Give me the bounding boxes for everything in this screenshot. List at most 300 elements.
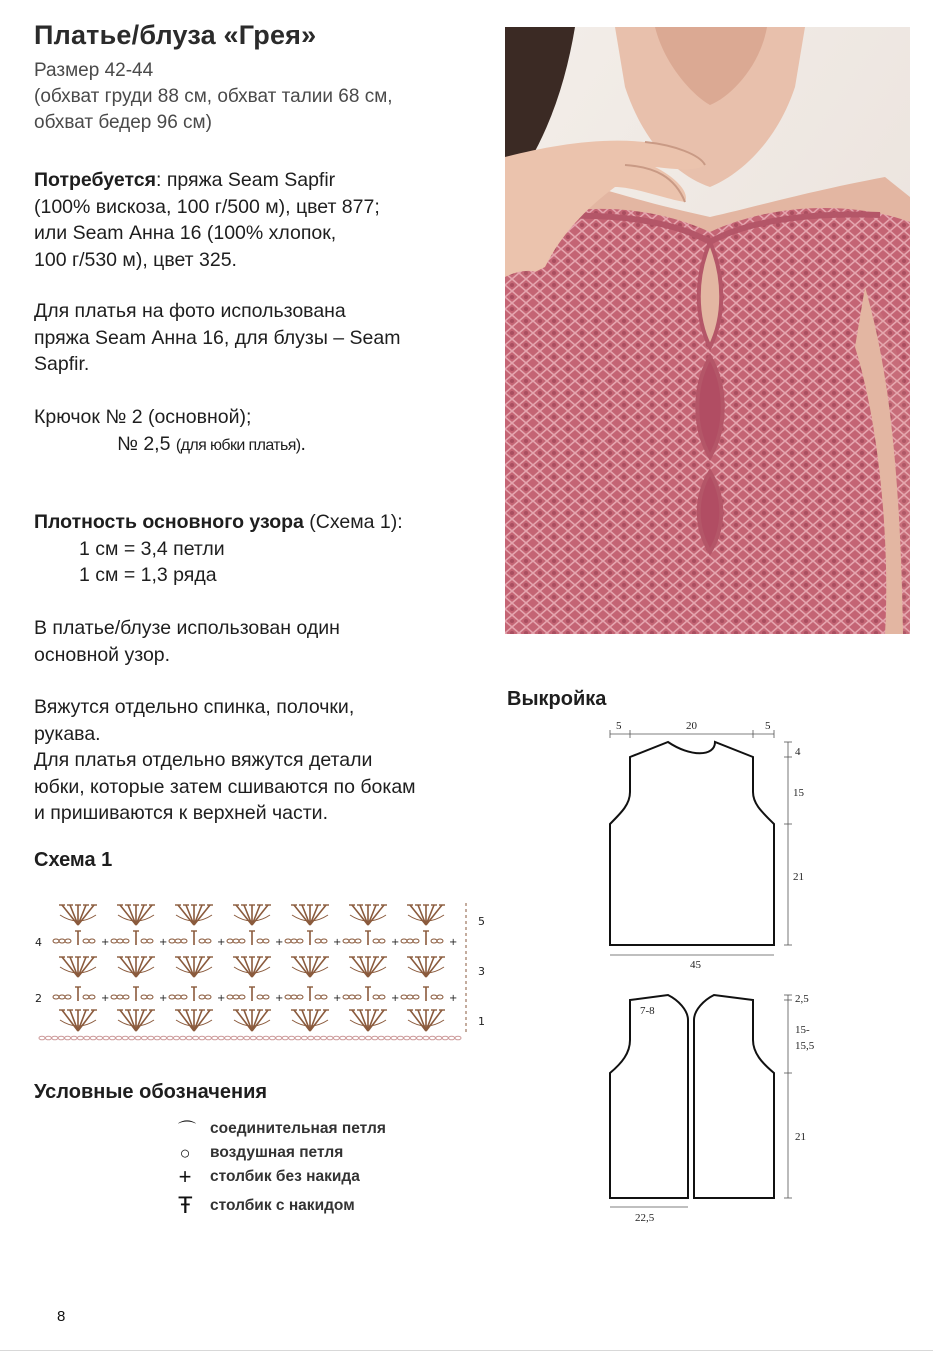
chain-stitch <box>239 939 245 943</box>
foundation-chain <box>193 1036 199 1040</box>
chain-stitch <box>373 995 379 999</box>
foundation-chain <box>71 1036 77 1040</box>
assembly-line-4: юбки, которые затем сшиваются по бокам <box>34 775 416 798</box>
chain-stitch <box>111 995 117 999</box>
double-crochet-stitch <box>78 1010 86 1031</box>
double-crochet-stitch <box>178 1010 194 1031</box>
foundation-chain <box>122 1036 128 1040</box>
double-crochet-stitch <box>418 1010 426 1031</box>
single-crochet-mark: + <box>159 993 168 1004</box>
back-pattern-diagram <box>590 712 830 972</box>
double-crochet-stitch <box>136 957 152 977</box>
double-crochet-stitch <box>294 905 310 925</box>
foundation-chain <box>417 1036 423 1040</box>
chain-stitch <box>355 939 361 943</box>
double-crochet-stitch <box>410 905 426 925</box>
double-crochet-stitch <box>128 905 136 925</box>
foundation-chain <box>148 1036 154 1040</box>
double-crochet-stitch <box>294 957 310 977</box>
pattern-note <box>34 615 340 668</box>
chain-stitch <box>315 995 321 999</box>
foundation-chain <box>282 1036 288 1040</box>
double-crochet-stitch <box>426 957 434 977</box>
materials-line-1: : пряжа Seam Sapfir <box>155 169 336 191</box>
legend-label-single-crochet: столбик без накида <box>210 1168 360 1185</box>
chain-stitch <box>233 995 239 999</box>
single-crochet-icon: + <box>178 1164 192 1189</box>
chain-stitch <box>437 995 443 999</box>
foundation-chain <box>308 1036 314 1040</box>
chain-stitch <box>431 995 437 999</box>
double-crochet-stitch <box>194 905 202 925</box>
foundation-chain <box>77 1036 83 1040</box>
double-crochet-stitch <box>244 957 252 977</box>
hook-skirt-note: (для юбки платья) <box>175 436 301 454</box>
foundation-chain <box>244 1036 250 1040</box>
foundation-chain <box>327 1036 333 1040</box>
chain-stitch <box>205 939 211 943</box>
density-line-2: 1 см = 1,3 ряда <box>79 564 217 586</box>
foundation-chain <box>154 1036 160 1040</box>
single-crochet-mark: + <box>391 993 400 1004</box>
garment-photo <box>505 27 910 634</box>
foundation-chain <box>257 1036 263 1040</box>
materials-line-3: или Seam Анна 16 (100% хлопок, <box>34 222 337 244</box>
pattern-diagram-title: Выкройка <box>507 688 607 710</box>
single-crochet-mark: + <box>449 993 458 1004</box>
pattern-note-line-2: основной узор. <box>34 643 171 666</box>
chain-stitch <box>413 995 419 999</box>
double-crochet-stitch <box>136 957 144 977</box>
back-dim-right-mid: 15 <box>793 787 804 799</box>
front-pattern-diagram <box>590 985 830 1230</box>
foundation-chain <box>385 1036 391 1040</box>
foundation-chain <box>186 1036 192 1040</box>
double-crochet-stitch <box>194 905 210 925</box>
double-crochet-stitch <box>368 957 384 977</box>
double-crochet-stitch <box>426 1010 442 1031</box>
foundation-chain <box>429 1036 435 1040</box>
double-crochet-stitch <box>178 957 194 977</box>
chain-stitch <box>147 995 153 999</box>
double-crochet-stitch <box>368 1010 376 1031</box>
front-dim-right-top: 2,5 <box>795 993 809 1005</box>
hook-size-2: № 2,5 <box>117 432 176 455</box>
density-suffix: (Схема 1): <box>303 511 403 533</box>
foundation-chain <box>269 1036 275 1040</box>
back-dim-bottom: 45 <box>690 959 701 971</box>
density-line-1: 1 см = 3,4 петли <box>79 537 225 560</box>
foundation-chain <box>52 1036 58 1040</box>
measure-line-2: обхват бедер 96 см) <box>34 112 212 133</box>
front-dim-neck: 7-8 <box>640 1005 655 1017</box>
foundation-chain <box>109 1036 115 1040</box>
chain-stitch <box>53 995 59 999</box>
chain-stitch <box>413 939 419 943</box>
chain-stitch <box>65 939 71 943</box>
foundation-chain <box>263 1036 269 1040</box>
chain-stitch <box>343 995 349 999</box>
chain-stitch <box>147 939 153 943</box>
chain-stitch <box>349 939 355 943</box>
row-label-1: 1 <box>478 1015 485 1028</box>
chain-stitch <box>233 939 239 943</box>
foundation-chain <box>225 1036 231 1040</box>
foundation-chain <box>301 1036 307 1040</box>
back-dim-top-right: 5 <box>765 720 771 732</box>
chain-stitch <box>321 995 327 999</box>
chain-stitch <box>227 939 233 943</box>
chain-stitch <box>291 995 297 999</box>
double-crochet-stitch <box>426 905 434 925</box>
scheme-title: Схема 1 <box>34 849 113 871</box>
foundation-chain <box>449 1036 455 1040</box>
legend-label-slip-stitch: соединительная петля <box>210 1120 386 1137</box>
single-crochet-mark: + <box>449 937 458 948</box>
back-piece-outline <box>610 742 774 945</box>
foundation-chain <box>212 1036 218 1040</box>
hook-block <box>34 404 306 459</box>
chain-stitch <box>407 939 413 943</box>
foundation-chain <box>365 1036 371 1040</box>
foundation-chain <box>410 1036 416 1040</box>
single-crochet-mark: + <box>217 993 226 1004</box>
foundation-chain <box>45 1036 51 1040</box>
legend-title: Условные обозначения <box>34 1081 268 1103</box>
double-crochet-stitch <box>244 905 252 925</box>
materials-line-2: (100% вискоза, 100 г/500 м), цвет 877; <box>34 195 380 218</box>
double-crochet-stitch <box>78 905 86 925</box>
chain-stitch <box>349 995 355 999</box>
back-dim-top-mid: 20 <box>686 720 697 732</box>
chain-stitch <box>257 939 263 943</box>
double-crochet-stitch <box>252 905 260 925</box>
legend-list <box>178 1117 386 1223</box>
chain-stitch <box>175 995 181 999</box>
double-crochet-stitch <box>418 957 426 977</box>
row-label-4: 4 <box>35 936 42 949</box>
density-block <box>34 509 403 589</box>
assembly-line-2: рукава. <box>34 722 101 745</box>
foundation-chain <box>372 1036 378 1040</box>
chain-stitch <box>263 995 269 999</box>
chain-stitch <box>123 995 129 999</box>
hook-line-end: . <box>300 432 306 455</box>
photo-note-line-3: Sapfir. <box>34 353 90 375</box>
legend-item-double-crochet <box>178 1189 386 1223</box>
double-crochet-stitch <box>360 957 368 977</box>
double-crochet-stitch <box>236 1010 252 1031</box>
photo-note <box>34 298 400 378</box>
row-label-5: 5 <box>478 915 485 928</box>
chain-stitch <box>239 995 245 999</box>
hook-line-1: Крючок № 2 (основной); <box>34 406 252 428</box>
page-title: Платье/блуза «Грея» <box>34 20 317 50</box>
foundation-chain <box>231 1036 237 1040</box>
double-crochet-stitch <box>194 957 210 977</box>
assembly-line-5: и пришиваются к верхней части. <box>34 802 328 824</box>
double-crochet-stitch <box>128 1010 136 1031</box>
foundation-chain <box>199 1036 205 1040</box>
double-crochet-stitch <box>194 1010 202 1031</box>
double-crochet-stitch <box>62 957 78 977</box>
chain-stitch <box>297 939 303 943</box>
foundation-chain <box>455 1036 461 1040</box>
double-crochet-stitch <box>244 1010 252 1031</box>
double-crochet-stitch <box>426 905 442 925</box>
foundation-chain <box>116 1036 122 1040</box>
foundation-chain <box>397 1036 403 1040</box>
slip-stitch-icon: ⌒ <box>178 1120 196 1140</box>
double-crochet-stitch <box>70 905 78 925</box>
foundation-chain <box>141 1036 147 1040</box>
double-crochet-stitch <box>368 1010 384 1031</box>
front-dim-right-mid-1: 15- <box>795 1024 810 1036</box>
chain-stitch <box>379 939 385 943</box>
chain-stitch <box>141 939 147 943</box>
row-label-3: 3 <box>478 965 485 978</box>
chain-stitch <box>175 939 181 943</box>
foundation-chain <box>205 1036 211 1040</box>
chain-stitch <box>297 995 303 999</box>
double-crochet-stitch <box>186 1010 194 1031</box>
double-crochet-stitch <box>78 957 94 977</box>
double-crochet-stitch <box>368 905 384 925</box>
foundation-chain <box>161 1036 167 1040</box>
double-crochet-stitch <box>120 957 136 977</box>
double-crochet-stitch <box>252 1010 260 1031</box>
double-crochet-stitch <box>252 905 268 925</box>
materials-label: Потребуется <box>34 169 156 191</box>
double-crochet-stitch <box>252 957 260 977</box>
chain-stitch <box>117 939 123 943</box>
double-crochet-stitch <box>128 957 136 977</box>
double-crochet-stitch <box>252 957 268 977</box>
foundation-chain <box>321 1036 327 1040</box>
double-crochet-stitch <box>418 905 426 925</box>
double-crochet-stitch <box>236 905 252 925</box>
double-crochet-stitch <box>310 905 326 925</box>
double-crochet-stitch <box>310 957 326 977</box>
front-dim-right-mid-2: 15,5 <box>795 1040 815 1052</box>
double-crochet-stitch <box>78 957 86 977</box>
photo-note-line-1: Для платья на фото использована <box>34 300 346 322</box>
row-label-2: 2 <box>35 992 42 1005</box>
legend-label-double-crochet: столбик с накидом <box>210 1197 355 1214</box>
photo-note-line-2: пряжа Seam Анна 16, для блузы – Seam <box>34 326 401 349</box>
double-crochet-stitch <box>302 905 310 925</box>
foundation-chain <box>353 1036 359 1040</box>
chain-stitch <box>227 995 233 999</box>
chain-stitch <box>437 939 443 943</box>
double-crochet-stitch <box>360 905 368 925</box>
front-dim-right-bottom: 21 <box>795 1131 806 1143</box>
foundation-chain <box>90 1036 96 1040</box>
double-crochet-stitch <box>136 1010 152 1031</box>
double-crochet-stitch <box>368 957 376 977</box>
foundation-chain <box>404 1036 410 1040</box>
single-crochet-mark: + <box>275 993 284 1004</box>
foundation-chain <box>333 1036 339 1040</box>
double-crochet-icon: Ŧ <box>178 1192 193 1219</box>
chain-stitch <box>65 995 71 999</box>
double-crochet-stitch <box>426 1010 434 1031</box>
double-crochet-stitch <box>352 957 368 977</box>
size-line: Размер 42-44 <box>34 60 154 81</box>
foundation-chain <box>442 1036 448 1040</box>
foundation-chain <box>65 1036 71 1040</box>
chain-stitch <box>321 939 327 943</box>
foundation-chain <box>237 1036 243 1040</box>
legend-label-chain: воздушная петля <box>210 1144 344 1161</box>
single-crochet-mark: + <box>391 937 400 948</box>
foundation-chain <box>135 1036 141 1040</box>
bottom-divider <box>0 1350 933 1351</box>
chain-stitch <box>117 995 123 999</box>
legend-item-single-crochet <box>178 1165 386 1189</box>
density-label: Плотность основного узора <box>34 511 304 533</box>
back-dim-top-left: 5 <box>616 720 622 732</box>
double-crochet-stitch <box>310 905 318 925</box>
foundation-chain <box>423 1036 429 1040</box>
foundation-chain <box>250 1036 256 1040</box>
front-dim-bottom: 22,5 <box>635 1212 655 1224</box>
double-crochet-stitch <box>410 1010 426 1031</box>
double-crochet-stitch <box>136 1010 144 1031</box>
size-info <box>34 58 393 136</box>
foundation-chain <box>180 1036 186 1040</box>
double-crochet-stitch <box>62 905 78 925</box>
chain-stitch <box>431 939 437 943</box>
hook-line-2 <box>34 431 306 460</box>
double-crochet-stitch <box>310 1010 326 1031</box>
chain-stitch <box>169 939 175 943</box>
foundation-chain <box>129 1036 135 1040</box>
foundation-chain <box>103 1036 109 1040</box>
chain-stitch <box>263 939 269 943</box>
chain-stitch <box>199 939 205 943</box>
double-crochet-stitch <box>136 905 144 925</box>
chain-stitch <box>141 995 147 999</box>
foundation-chain <box>97 1036 103 1040</box>
single-crochet-mark: + <box>101 993 110 1004</box>
chain-stitch <box>53 939 59 943</box>
scheme-stitches <box>39 903 466 1040</box>
chain-stitch <box>205 995 211 999</box>
foundation-chain <box>346 1036 352 1040</box>
double-crochet-stitch <box>426 957 442 977</box>
chain-stitch <box>401 995 407 999</box>
legend-item-chain <box>178 1141 386 1165</box>
double-crochet-stitch <box>62 1010 78 1031</box>
double-crochet-stitch <box>78 905 94 925</box>
assembly-line-3: Для платья отдельно вяжутся детали <box>34 749 373 771</box>
chain-stitch <box>355 995 361 999</box>
legend-item-slip-stitch <box>178 1117 386 1141</box>
double-crochet-stitch <box>368 905 376 925</box>
garment-photo-illustration <box>505 27 910 634</box>
assembly-line-1: Вяжутся отдельно спинка, полочки, <box>34 696 355 718</box>
double-crochet-stitch <box>120 1010 136 1031</box>
double-crochet-stitch <box>410 957 426 977</box>
double-crochet-stitch <box>310 1010 318 1031</box>
foundation-chain <box>39 1036 45 1040</box>
assembly-block <box>34 694 416 827</box>
chain-stitch <box>89 995 95 999</box>
double-crochet-stitch <box>194 1010 210 1031</box>
single-crochet-mark: + <box>159 937 168 948</box>
foundation-chain <box>359 1036 365 1040</box>
double-crochet-stitch <box>70 1010 78 1031</box>
single-crochet-mark: + <box>333 993 342 1004</box>
chain-stitch <box>285 995 291 999</box>
chain-stitch <box>373 939 379 943</box>
chain-stitch <box>379 995 385 999</box>
foundation-chain <box>276 1036 282 1040</box>
back-dim-right-bottom: 21 <box>793 871 804 883</box>
foundation-chain <box>378 1036 384 1040</box>
measure-line-1: (обхват груди 88 см, обхват талии 68 см, <box>34 86 393 107</box>
chain-stitch-icon: ○ <box>179 1142 191 1163</box>
chain-stitch <box>315 939 321 943</box>
chain-stitch <box>181 939 187 943</box>
front-left-outline <box>610 995 688 1198</box>
double-crochet-stitch <box>78 1010 94 1031</box>
front-right-outline <box>694 995 774 1198</box>
foundation-chain <box>391 1036 397 1040</box>
chain-stitch <box>257 995 263 999</box>
foundation-chain <box>295 1036 301 1040</box>
chain-stitch <box>343 939 349 943</box>
single-crochet-mark: + <box>101 937 110 948</box>
back-dim-right-top: 4 <box>795 746 801 758</box>
pattern-note-line-1: В платье/блузе использован один <box>34 617 340 639</box>
chain-stitch <box>199 995 205 999</box>
foundation-chain <box>289 1036 295 1040</box>
foundation-chain <box>340 1036 346 1040</box>
chain-stitch <box>181 995 187 999</box>
double-crochet-stitch <box>352 1010 368 1031</box>
foundation-chain <box>436 1036 442 1040</box>
chain-stitch <box>407 995 413 999</box>
chain-stitch <box>169 995 175 999</box>
chain-stitch <box>89 939 95 943</box>
foundation-chain <box>218 1036 224 1040</box>
foundation-chain <box>84 1036 90 1040</box>
page-number: 8 <box>57 1308 66 1325</box>
double-crochet-stitch <box>194 957 202 977</box>
double-crochet-stitch <box>310 957 318 977</box>
foundation-chain <box>167 1036 173 1040</box>
double-crochet-stitch <box>120 905 136 925</box>
double-crochet-stitch <box>136 905 152 925</box>
foundation-chain <box>58 1036 64 1040</box>
double-crochet-stitch <box>178 905 194 925</box>
chain-stitch <box>123 939 129 943</box>
double-crochet-stitch <box>352 905 368 925</box>
single-crochet-mark: + <box>217 937 226 948</box>
chain-stitch <box>83 939 89 943</box>
materials-block <box>34 167 380 273</box>
crochet-scheme-chart <box>30 895 490 1045</box>
double-crochet-stitch <box>294 1010 310 1031</box>
double-crochet-stitch <box>70 957 78 977</box>
chain-stitch <box>59 995 65 999</box>
single-crochet-mark: + <box>333 937 342 948</box>
double-crochet-stitch <box>302 1010 310 1031</box>
chain-stitch <box>285 939 291 943</box>
double-crochet-stitch <box>252 1010 268 1031</box>
